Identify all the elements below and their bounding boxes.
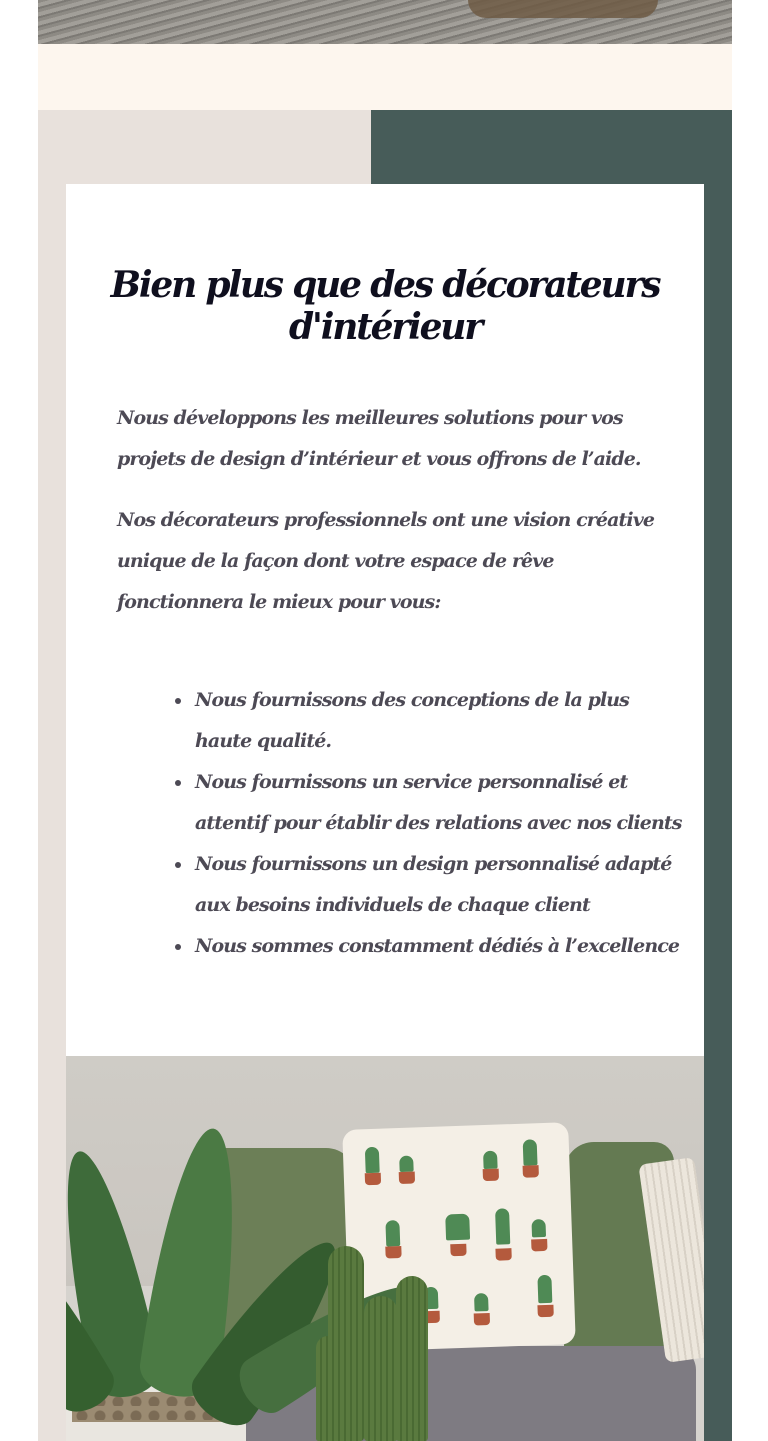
cactus	[316, 1336, 340, 1441]
basket-shape	[468, 0, 658, 18]
intro-paragraph: Nous développons les meilleures solutions pour vos projets de design d’intérieur et vous offrons de l’aide.	[117, 407, 641, 470]
list-item: • Nous fournissons un design personnalisé adapté aux besoins individuels de chaque client	[193, 844, 683, 926]
about-card	[66, 184, 704, 1056]
cactus	[396, 1276, 428, 1441]
cactus	[364, 1296, 398, 1441]
vision-paragraph: Nos décorateurs professionnels ont une vision créative unique de la façon dont votre espace de rêve fonctionnera le mieux pour vous:	[117, 509, 655, 613]
page	[38, 0, 732, 1441]
benefits-list	[171, 680, 683, 967]
about-heading: Bien plus que des décorateurs d'intérieur	[110, 264, 660, 348]
list-item: • Nous sommes constamment dédiés à l’excellence	[193, 926, 683, 967]
list-item: • Nous fournissons un service personnalisé et attentif pour établir des relations avec nos clients	[193, 762, 683, 844]
rug-photo	[38, 0, 732, 44]
cream-band	[38, 44, 732, 110]
sofa-photo	[66, 1056, 704, 1441]
list-item: • Nous fournissons des conceptions de la plus haute qualité.	[193, 680, 683, 762]
